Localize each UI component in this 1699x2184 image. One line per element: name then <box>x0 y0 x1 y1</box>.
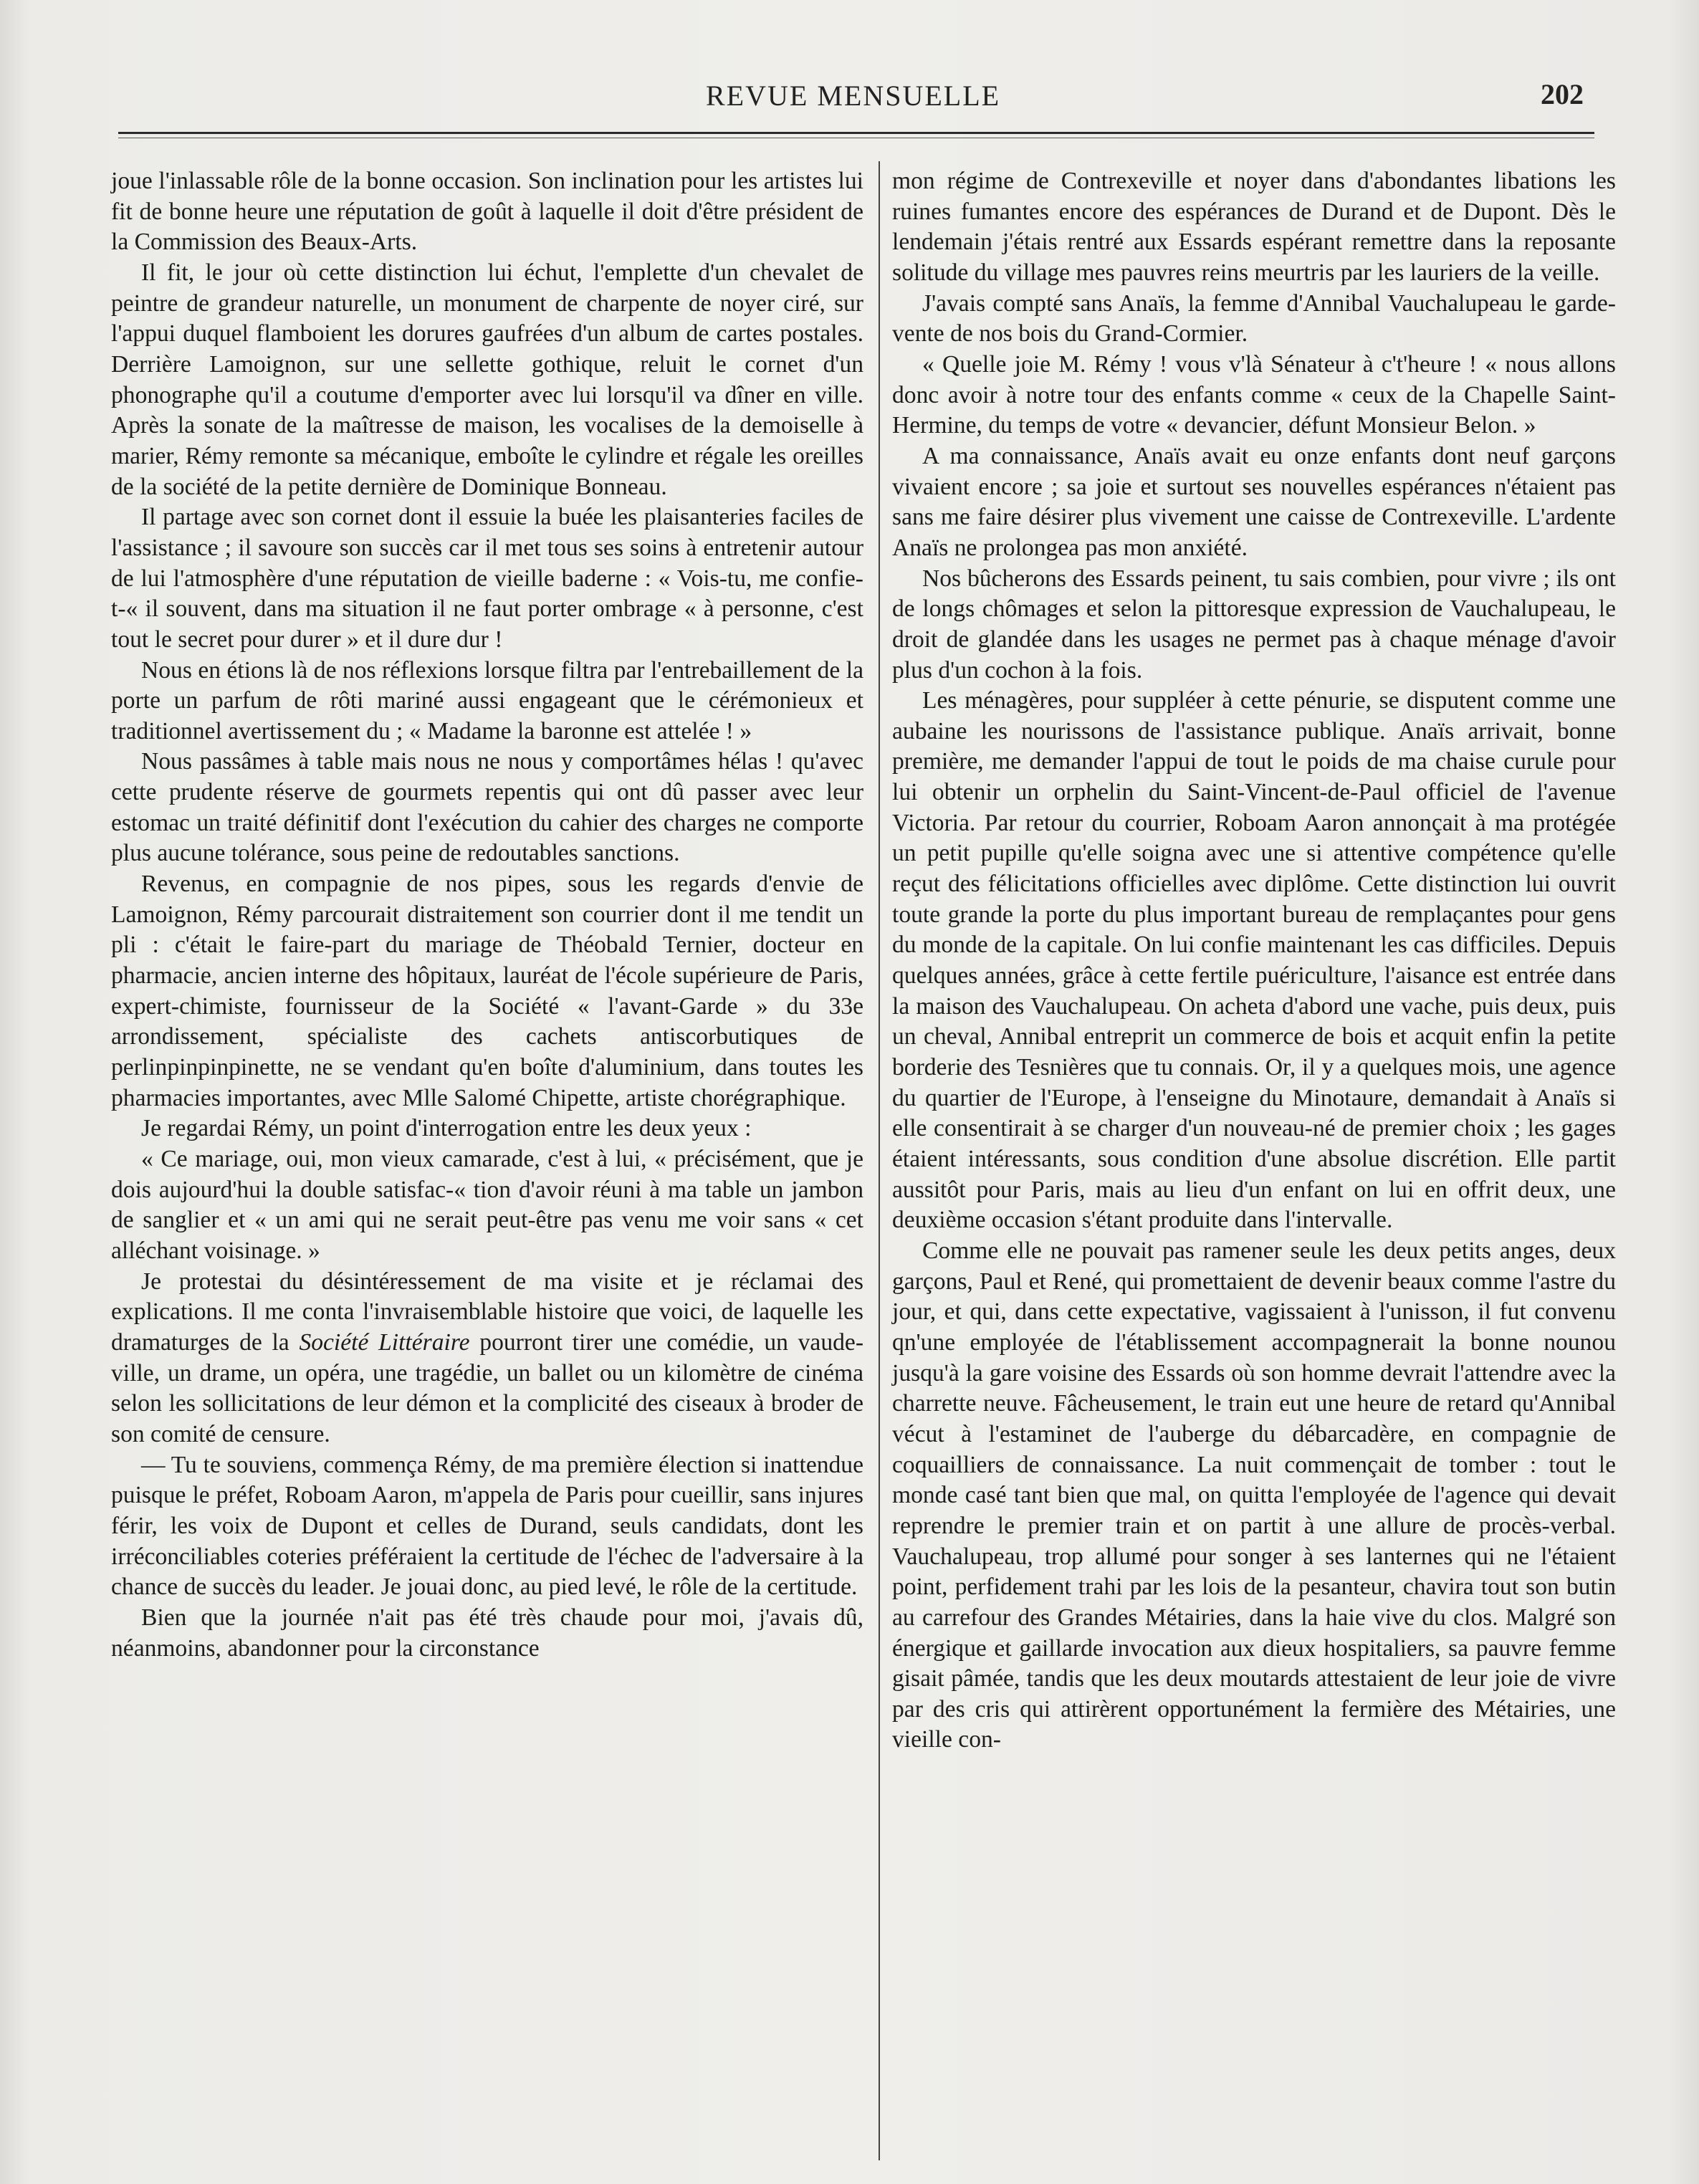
paragraph: A ma connaissance, Anaïs avait eu onze enfants dont neuf garçons vivaient encore ; sa joie et surtout ses nouvelles espérances n'étaient pas sans me faire désirer plus vivement une caisse de Contrexeville. L'ardente Anaïs ne prolongea pas mon anxiété. <box>892 442 1616 561</box>
paragraph-text: pourront tirer une comédie, un vaudeville, un drame, un opéra, une tragédie, un ballet ou un kilomètre de cinéma selon les sollicitations de leur démon et la complicité des ciseaux à broder de son comité de censure. <box>111 1328 863 1447</box>
paragraph: J'avais compté sans Anaïs, la femme d'Annibal Vauchalupeau le garde-vente de nos bois du Grand-Cormier. <box>892 289 1616 348</box>
paragraph: Revenus, en compagnie de nos pipes, sous les regards d'envie de Lamoignon, Rémy parcourait distraitement son courrier dont il me tendit un pli : c'était le faire-part du mariage de Théobald Ternier, docteur en pharmacie, ancien interne des hôpitaux, lauréat de l'école supérieure de Paris, expert-chimiste, fournisseur de la Société « l'avant-Garde » du 33e arrondissement, spécialiste des cachets antiscorbutiques de perlinpinpinpinette, ne se vendant qu'en boîte d'aluminium, dans toutes les pharmacies importantes, avec Mlle Salomé Chipette, artiste chorégraphique. <box>111 871 863 1111</box>
paragraph <box>111 1267 863 1450</box>
right-column <box>892 166 1616 1756</box>
paragraph: Les ménagères, pour suppléer à cette pénurie, se disputent comme une aubaine les nourissons de l'assistance publique. Anaïs arrivait, bonne première, me demander l'appui de tout le poids de ma chaise curule pour lui obtenir un orphelin du Saint-Vincent-de-Paul officiel de l'avenue Victoria. Par retour du courrier, Roboam Aaron annonçait à ma protégée un petit pupille qu'elle soigna avec une si attentive compétence qu'elle reçut des félicitations officielles avec diplôme. Cette distinction lui ouvrit toute grande la porte du plus important bureau de remplaçantes pour gens du monde de la capitale. On lui confie maintenant les cas difficiles. Depuis quelques années, grâce à cette fertile puériculture, l'aisance est entrée dans la maison des Vauchalupeau. On acheta d'abord une vache, puis deux, puis un cheval, Annibal entreprit un commerce de bois et acquit enfin la petite borderie des Tesnières que tu connais. Or, il y a quelques mois, une agence du quartier de l'Europe, à l'enseigne du Minotaure, demandait à Anaïs si elle consentirait à se charger d'un nouveau-né de premier choix ; les gages étaient intéressants, sous condition d'une absolue discrétion. Elle partit aussitôt pour Paris, mais au lieu d'un enfant on lui en offrit deux, une deuxième occasion s'étant produite dans l'intervalle. <box>892 687 1616 1234</box>
italic-title: Société Littéraire <box>299 1328 470 1356</box>
paragraph: mon régime de Contrexeville et noyer dans d'abondantes libations les ruines fumantes encore des espérances de Durand et de Dupont. Dès le lendemain j'étais rentré aux Essards espérant remettre dans la reposante solitude du village mes pauvres reins meurtris par les lauriers de la veille. <box>892 168 1616 286</box>
paragraph: Nos bûcherons des Essards peinent, tu sais combien, pour vivre ; ils ont de longs chômages et selon la pittoresque expression de Vauchalupeau, le droit de glandée dans les usages ne permet pas à chaque ménage d'avoir plus d'un cochon à la fois. <box>892 565 1616 684</box>
paragraph-text: Je protestai du désintéressement de ma visite et je réclamai des explications. Il me conta l'invraisemblable histoire que voici, de laquelle les dramaturges de la <box>111 1268 863 1356</box>
paragraph: Nous en étions là de nos réflexions lorsque filtra par l'entrebaillement de la porte un parfum de rôti mariné aussi engageant que le cérémonieux et traditionnel avertissement du ; « Madame la baronne est attelée ! » <box>111 656 863 744</box>
paragraph: — Tu te souviens, commença Rémy, de ma première élection si inattendue puisque le préfet, Roboam Aaron, m'appela de Paris pour cueillir, sans injures férir, les voix de Dupont et celles de Durand, seuls candidats, dont les irréconciliables coteries préféraient la certitude de l'échec de l'adversaire à la chance de succès du leader. Je jouai donc, au pied levé, le rôle de la certitude. <box>111 1451 863 1601</box>
paragraph: Comme elle ne pouvait pas ramener seule les deux petits anges, deux garçons, Paul et René, qui promettaient de devenir beaux comme l'astre du jour, et qui, dans cette expectative, vagissaient à l'unisson, il fut convenu qn'une employée de l'établissement accompagnerait la bonne nounou jusqu'à la gare voisine des Essards où son homme devrait l'attendre avec la charrette neuve. Fâcheusement, le train eut une heure de retard qu'Annibal vécut à l'estaminet de l'auberge du débarcadère, en compagnie de coquailliers de connaissance. La nuit commençait de tomber : tout le monde casé tant bien que mal, on quitta l'employée de l'agence qui devait reprendre le premier train et on partit à une allure de procès-verbal. Vauchalupeau, trop allumé pour songer à ses lanternes qui ne l'étaient point, perfidement trahi par les lois de la pesanteur, chavira tout son butin au carrefour des Grandes Métairies, dans la haie vive du clos. Malgré son énergique et gaillarde invocation aux dieux hospitaliers, sa pauvre femme gisait pâmée, tandis que les deux moutards attestaient de leur joie de vivre par des cris qui attirèrent opportunément la fermière des Métairies, une vieille con- <box>892 1237 1616 1753</box>
paragraph: Je regardai Rémy, un point d'interrogation entre les deux yeux : <box>141 1115 752 1142</box>
running-title: REVUE MENSUELLE <box>706 80 1001 112</box>
column-divider <box>879 161 880 2160</box>
quote-paragraph: « Ce mariage, oui, mon vieux camarade, c'est à lui, « précisément, que je dois aujourd'hui la double satisfac-« tion d'avoir réuni à ma table un jambon de sanglier et « un ami qui ne serait peut-être pas venu me voir sans « cet alléchant voisinage. » <box>111 1146 863 1264</box>
left-column <box>111 166 863 1664</box>
paragraph: joue l'inlassable rôle de la bonne occasion. Son inclination pour les artistes lui fit de bonne heure une réputation de goût à laquelle il doit d'être président de la Commission des Beaux-Arts. <box>111 168 863 256</box>
quote-paragraph: « Quelle joie M. Rémy ! vous v'là Sénateur à c't'heure ! « nous allons donc avoir à notre tour des enfants comme « ceux de la Chapelle Saint-Hermine, du temps de votre « devancier, défunt Monsieur Belon. » <box>892 350 1616 439</box>
paragraph: Nous passâmes à table mais nous ne nous y comportâmes hélas ! qu'avec cette prudente réserve de gourmets repentis qui ont dû passer avec leur estomac un traité définitif dont l'exécution du cahier des charges ne comporte plus aucune tolérance, sous peine de redoutables sanctions. <box>111 748 863 867</box>
page-number: 202 <box>1541 78 1584 110</box>
paragraph: Il partage avec son cornet dont il essuie la buée les plaisanteries faciles de l'assistance ; il savoure son succès car il met tous ses soins à entretenir autour de lui l'atmosphère d'une réputation de vieille baderne : « Vois-tu, me confie-t-« il souvent, dans ma situation il ne faut porter ombrage « à personne, c'est tout le secret pour durer » et il dure dur ! <box>111 504 863 653</box>
paragraph: Il fit, le jour où cette distinction lui échut, l'emplette d'un chevalet de peintre de grandeur naturelle, un monument de charpente de noyer ciré, sur l'appui duquel flamboient les dorures gaufrées d'un album de cartes postales. Derrière Lamoignon, sur une sellette gothique, reluit le cornet d'un phonographe qu'il a coutume d'emporter avec lui lorsqu'il va dîner en ville. Après la sonate de la maîtresse de maison, les vocalises de la demoiselle à marier, Rémy remonte sa mécanique, emboîte le cylindre et régale les oreilles de la société de la petite dernière de Dominique Bonneau. <box>111 259 863 500</box>
header-rule <box>118 132 1594 134</box>
paragraph: Bien que la journée n'ait pas été très chaude pour moi, j'avais dû, néanmoins, abandonner pour la circonstance <box>111 1604 863 1662</box>
